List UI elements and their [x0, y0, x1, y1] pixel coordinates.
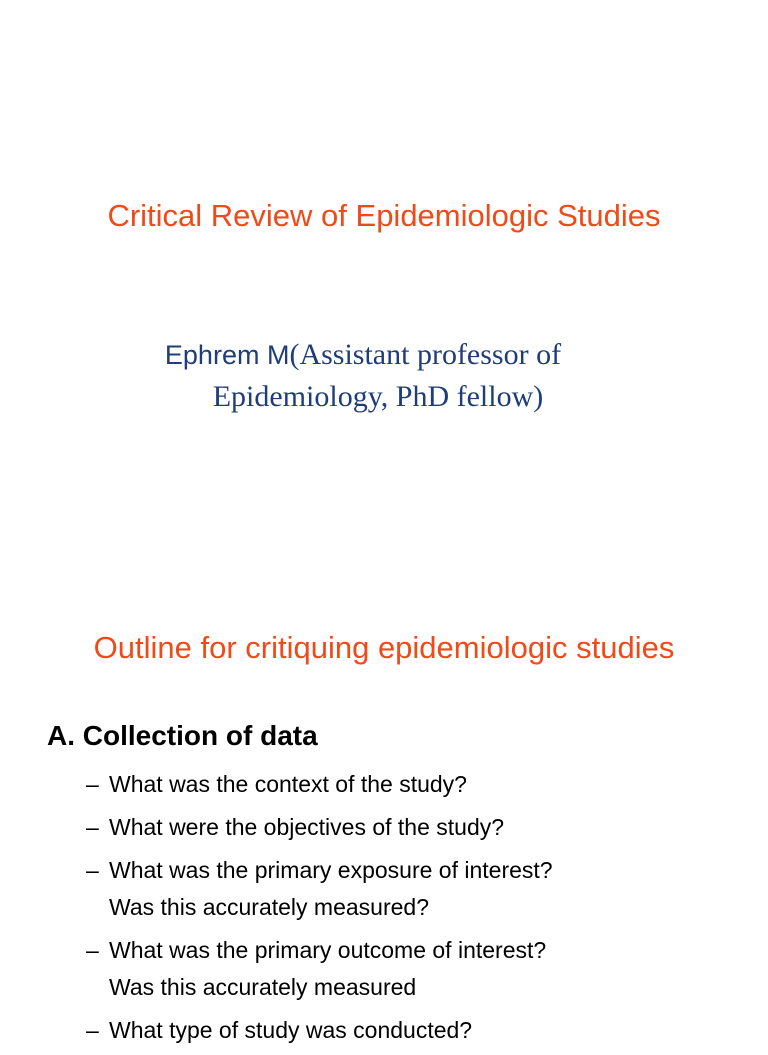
bullet-text: What was the primary exposure of interest? [109, 857, 553, 883]
bullet-text: What was the primary outcome of interest? [109, 937, 547, 963]
presentation-title: Critical Review of Epidemiologic Studies [107, 198, 661, 233]
bullet-text: Was this accurately measured? [109, 894, 430, 920]
bullet-item [86, 1012, 553, 1049]
slide-outline [0, 576, 768, 1043]
author-info [0, 334, 768, 418]
dash-marker: – [86, 937, 99, 963]
bullet-list [86, 766, 553, 1055]
bullet-text: Was this accurately measured [109, 974, 417, 1000]
author-line-1 [0, 334, 768, 376]
slide-title: Outline for critiquing epidemiologic studies [93, 630, 675, 665]
bullet-text: What were the objectives of the study? [109, 814, 505, 840]
section-heading: A. Collection of data [47, 720, 318, 751]
dash-marker: – [86, 857, 99, 883]
bullet-item [86, 766, 553, 803]
bullet-item [86, 809, 553, 846]
bullet-text: What type of study was conducted? [109, 1017, 473, 1043]
dash-marker: – [86, 771, 99, 797]
dash-marker: – [86, 814, 99, 840]
dash-marker: – [86, 1017, 99, 1043]
bullet-item [86, 852, 553, 926]
bullet-item [86, 932, 553, 1006]
author-line-2: Epidemiology, PhD fellow) [212, 380, 544, 413]
bullet-text: What was the context of the study? [109, 771, 467, 797]
author-name: Ephrem M [164, 340, 290, 370]
author-title-start: (Assistant professor of [289, 338, 562, 371]
